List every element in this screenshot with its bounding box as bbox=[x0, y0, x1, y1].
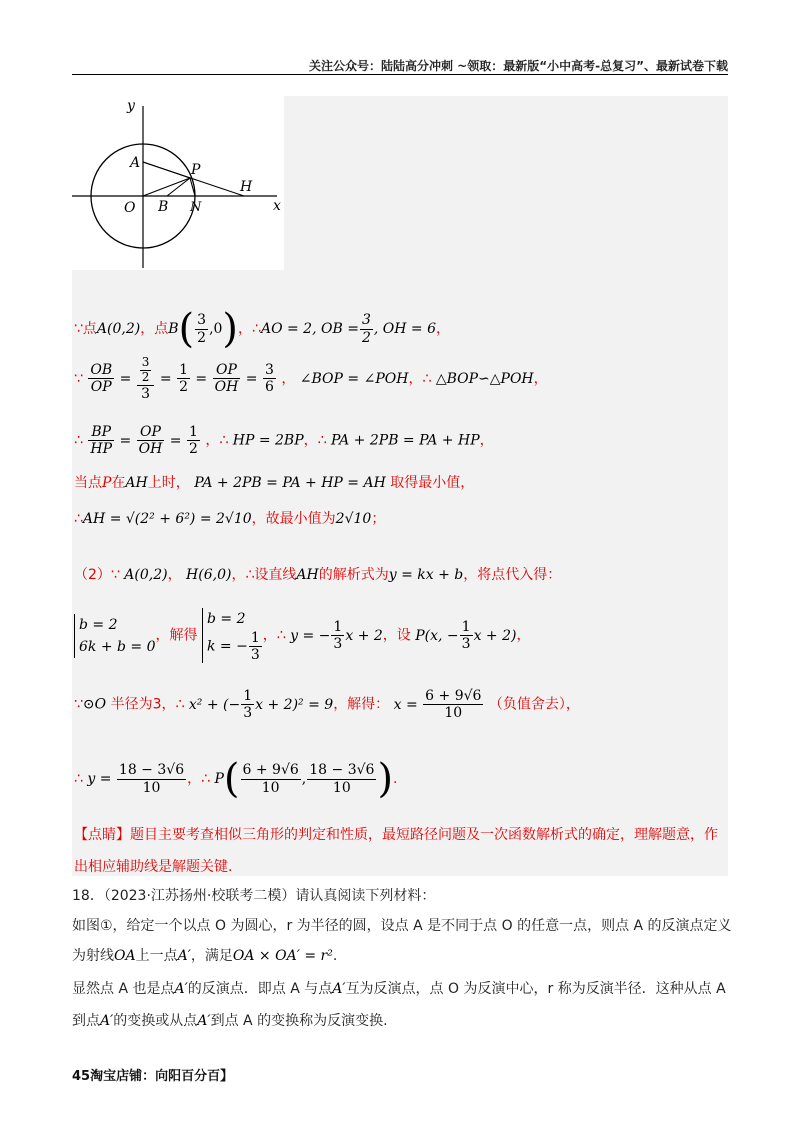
text: ， bbox=[167, 567, 182, 583]
math: △BOP∽△POH bbox=[435, 370, 534, 387]
fraction: $\frac{OB}{OP}$ bbox=[90, 362, 113, 396]
math: AH bbox=[125, 475, 148, 491]
math: ⊙O bbox=[82, 696, 107, 713]
text: ∵ bbox=[74, 370, 83, 387]
fraction: $\frac{3}{2}$ bbox=[361, 312, 371, 346]
math: AO = 2, OB = bbox=[260, 321, 359, 337]
text: ， bbox=[533, 370, 548, 387]
problem-18-line-2: 如图①，给定一个以点 O 为圆心，r 为半径的圆，设点 A 是不同于点 O 的任意一点，则点 A 的反演点定义 bbox=[72, 918, 732, 934]
solution-line-5 bbox=[74, 508, 385, 528]
point-p-result: P( $\frac{6 + 9√6}{10}$ , $\frac{18 - 3√6}{10}$ ) bbox=[214, 756, 394, 802]
math: 2√10 bbox=[335, 511, 372, 527]
segment-ap bbox=[143, 162, 190, 178]
math: AH = √(2² + 6²) = 2√10 bbox=[82, 511, 252, 527]
circle-equation: x² + (− $\frac{1}{3}$ x + 2)² = 9 bbox=[188, 688, 334, 722]
text: （2）∵ bbox=[74, 567, 120, 583]
text: 半径为3，∴ bbox=[110, 696, 185, 713]
comment-line-1: 【点睛】题目主要考查相似三角形的判定和性质，最短路径问题及一次函数解析式的确定，理解题意，作 bbox=[74, 827, 718, 843]
problem-18-line-5: 到点A′的变换或从点A′到点 A 的变换称为反演变换. bbox=[72, 1013, 388, 1029]
solution-line-8 bbox=[74, 688, 580, 721]
math: P bbox=[102, 475, 112, 491]
solution-line-6 bbox=[74, 564, 561, 584]
text: ∵点 bbox=[74, 321, 97, 337]
text: ∴ bbox=[74, 432, 83, 449]
solution-line-3: ∴ $\frac{BP}{HP}$ = $\frac{OP}{OH}$ = $\frac{1}{2}$ ，∴ HP = 2BP，∴ PA + 2PB = PA + HP， bbox=[74, 424, 494, 458]
math: AH bbox=[296, 567, 319, 583]
math-point-b: B bbox=[168, 321, 179, 337]
text: ，∴ bbox=[262, 627, 286, 644]
circle-diagram bbox=[72, 96, 284, 270]
fraction: $\frac{\frac{3}{2}}{3}$ bbox=[137, 356, 155, 402]
math: , OH = 6 bbox=[373, 321, 436, 337]
math: ∠BOP = ∠POH bbox=[299, 370, 409, 387]
segment-op bbox=[143, 178, 190, 196]
math: H(6,0) bbox=[186, 567, 232, 583]
text: ，将点代入得： bbox=[463, 567, 562, 583]
page-footer: 45淘宝店铺：向阳百分百】 bbox=[72, 1069, 234, 1084]
text: ，解得 bbox=[155, 627, 198, 644]
problem-18-title: 18．（2023·江苏扬州·校联考二模）请认真阅读下列材料： bbox=[72, 888, 436, 904]
point-p-expr: P(x, − $\frac{1}{3}$ x + 2) bbox=[415, 619, 517, 653]
text: ，∴ bbox=[408, 370, 432, 387]
x-solution: x = $\frac{6 + 9√6}{10}$ bbox=[393, 688, 482, 722]
label-y: y bbox=[127, 98, 135, 114]
solution-line-2: ∵ $\frac{OB}{OP}$ = $\frac{\frac{3}{2}}{3}$ = $\frac{1}{2}$ = $\frac{OP}{OH}$ = $\frac{3}{6}$ ， ∠BOP = ∠POH，∴ △BOP∽△POH， bbox=[74, 355, 548, 402]
label-x: x bbox=[273, 198, 281, 214]
fraction: $\frac{BP}{HP}$ bbox=[90, 424, 113, 458]
problem-18-line-4: 显然点 A 也是点A′的反演点．即点 A 与点A′互为反演点，点 O 为反演中心，r 称为反演半径．这种从点 A bbox=[72, 981, 726, 997]
label-o: O bbox=[124, 200, 136, 216]
line-equation: y = − $\frac{1}{3}$ x + 2 bbox=[290, 619, 383, 653]
header-divider bbox=[72, 74, 728, 75]
math: ,0 bbox=[209, 321, 223, 337]
fraction: $\frac{3}{2}$ bbox=[197, 312, 207, 346]
solution-line-1: ∵点A(0,2)，点B( $\frac{3}{2}$ ,0)，∴AO = 2, OB = $\frac{3}{2}$ , OH = 6， bbox=[74, 306, 450, 352]
text: 在 bbox=[111, 475, 126, 491]
math: A(0,2) bbox=[124, 567, 168, 583]
text: ，∴ bbox=[187, 771, 211, 787]
text: ，设 bbox=[382, 627, 411, 644]
solution-line-4 bbox=[74, 472, 474, 492]
fraction: $\frac{1}{2}$ bbox=[188, 424, 198, 458]
text: ； bbox=[371, 511, 386, 527]
text: ，点 bbox=[140, 321, 169, 337]
fraction: $\frac{1}{2}$ bbox=[179, 362, 188, 396]
text: ， bbox=[516, 627, 531, 644]
text: ，解得： bbox=[333, 696, 390, 713]
text: ，∴ bbox=[303, 432, 327, 449]
text: ∵ bbox=[74, 696, 83, 713]
fraction: $\frac{3}{6}$ bbox=[264, 362, 274, 396]
text: ∴ bbox=[74, 771, 83, 787]
math: y = kx + b bbox=[388, 567, 464, 583]
problem-18-line-3: 为射线OA上一点A′，满足OA × OA′ = r². bbox=[72, 948, 338, 964]
label-b: B bbox=[158, 199, 169, 215]
text: ，∴ bbox=[205, 432, 229, 449]
segment-bp bbox=[167, 178, 190, 196]
figure-panel bbox=[72, 96, 284, 270]
solution-line-7 bbox=[74, 608, 530, 663]
text: 的解析式为 bbox=[318, 567, 389, 583]
y-solution: y = $\frac{18 - 3√6}{10}$ bbox=[87, 762, 185, 796]
equation-system: b = 2 6k + b = 0 bbox=[74, 614, 156, 658]
label-h: H bbox=[240, 179, 253, 195]
page-header: 关注公众号：陆陆高分冲刺 ~领取：最新版“小中高考-总复习”、最新试卷下载 bbox=[309, 59, 728, 73]
math: PA + 2PB = PA + HP = AH bbox=[194, 475, 386, 491]
text: ，∴设直线 bbox=[231, 567, 297, 583]
text: . bbox=[393, 771, 398, 787]
text: ， bbox=[479, 432, 494, 449]
text: 当点 bbox=[74, 475, 102, 491]
fraction: $\frac{OP}{OH}$ bbox=[138, 424, 163, 458]
math: HP = 2BP bbox=[232, 432, 304, 449]
equation-system-solution: b = 2 k = − $\frac{1}{3}$ bbox=[202, 608, 263, 663]
label-a: A bbox=[130, 155, 141, 171]
text: 上时， bbox=[147, 475, 190, 491]
math-point-a: A(0,2) bbox=[96, 321, 141, 337]
text: ，故最小值为 bbox=[251, 511, 336, 527]
math: PA + 2PB = PA + HP bbox=[330, 432, 480, 449]
solution-line-9 bbox=[74, 756, 398, 802]
text: （负值舍去）， bbox=[488, 696, 580, 713]
comment-line-2: 出相应辅助线是解题关键. bbox=[74, 859, 233, 875]
text: ∴ bbox=[74, 511, 83, 527]
text: ， bbox=[435, 321, 450, 337]
label-n: N bbox=[190, 200, 202, 215]
text: ，∴ bbox=[238, 321, 261, 337]
text: 取得最小值， bbox=[390, 475, 475, 491]
label-p: P bbox=[191, 162, 201, 178]
fraction: $\frac{OP}{OH}$ bbox=[214, 362, 239, 396]
